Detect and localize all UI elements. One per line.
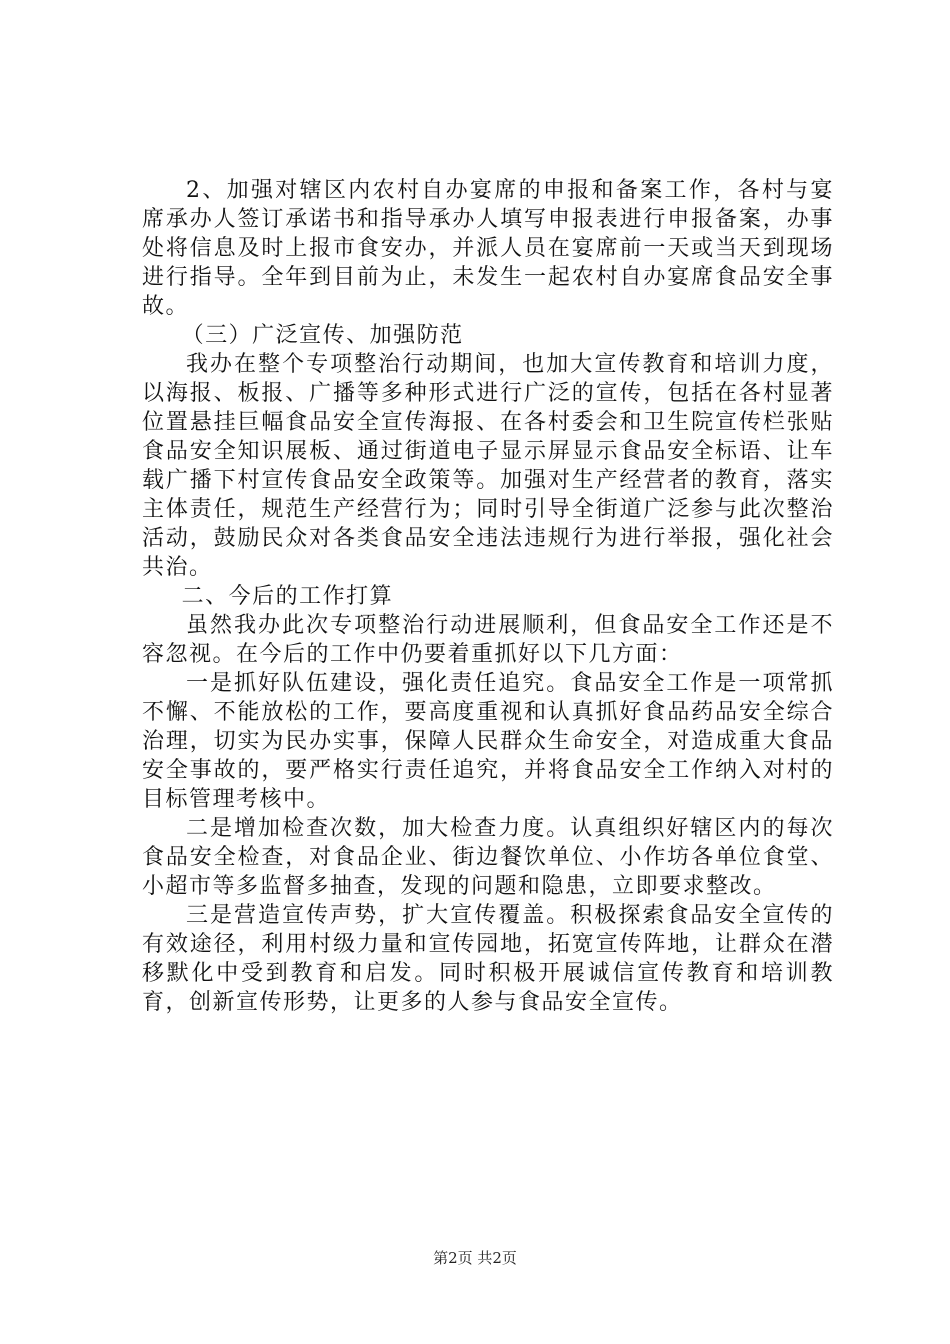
document-body [142, 176, 834, 1017]
paragraph-inspections: 二是增加检查次数，加大检查力度。认真组织好辖区内的每次食品安全检查，对食品企业、街边餐饮单位、小作坊各单位食堂、小超市等多监督多抽查，发现的问题和隐患，立即要求整改。 [142, 816, 834, 899]
section-heading-future-plans: 二、今后的工作打算 [181, 584, 394, 609]
page-footer: 第2页 共2页 [433, 1249, 517, 1267]
paragraph-banquet-filing: 2、加强对辖区内农村自办宴席的申报和备案工作，各村与宴席承办人签订承诺书和指导承办人填写申报表进行申报备案，办事处将信息及时上报市食安办，并派人员在宴席前一天或当天到现场进行指导。全年到目前为止，未发生一起农村自办宴席食品安全事故。 [142, 178, 834, 319]
section-heading-publicity: （三）广泛宣传、加强防范 [181, 323, 464, 348]
paragraph-future-intro: 虽然我办此次专项整治行动进展顺利，但食品安全工作还是不容忽视。在今后的工作中仍要着重抓好以下几方面： [142, 613, 834, 667]
paragraph-publicity: 我办在整个专项整治行动期间，也加大宣传教育和培训力度，以海报、板报、广播等多种形式进行广泛的宣传，包括在各村显著位置悬挂巨幅食品安全宣传海报、在各村委会和卫生院宣传栏张贴食品安全知识展板、通过街道电子显示屏显示食品安全标语、让车载广播下村宣传食品安全政策等。加强对生产经营者的教育，落实主体责任，规范生产经营行为；同时引导全街道广泛参与此次整治活动，鼓励民众对各类食品安全违法违规行为进行举报，强化社会共治。 [142, 352, 834, 580]
paragraph-team-building: 一是抓好队伍建设，强化责任追究。食品安全工作是一项常抓不懈、不能放松的工作，要高度重视和认真抓好食品药品安全综合治理，切实为民办实事，保障人民群众生命安全，对造成重大食品安全事故的，要严格实行责任追究，并将食品安全工作纳入对村的目标管理考核中。 [142, 671, 834, 812]
paragraph-publicity-coverage: 三是营造宣传声势，扩大宣传覆盖。积极探索食品安全宣传的有效途径，利用村级力量和宣传园地，拓宽宣传阵地，让群众在潜移默化中受到教育和启发。同时积极开展诚信宣传教育和培训教育，创新宣传形势，让更多的人参与食品安全宣传。 [142, 903, 834, 1015]
